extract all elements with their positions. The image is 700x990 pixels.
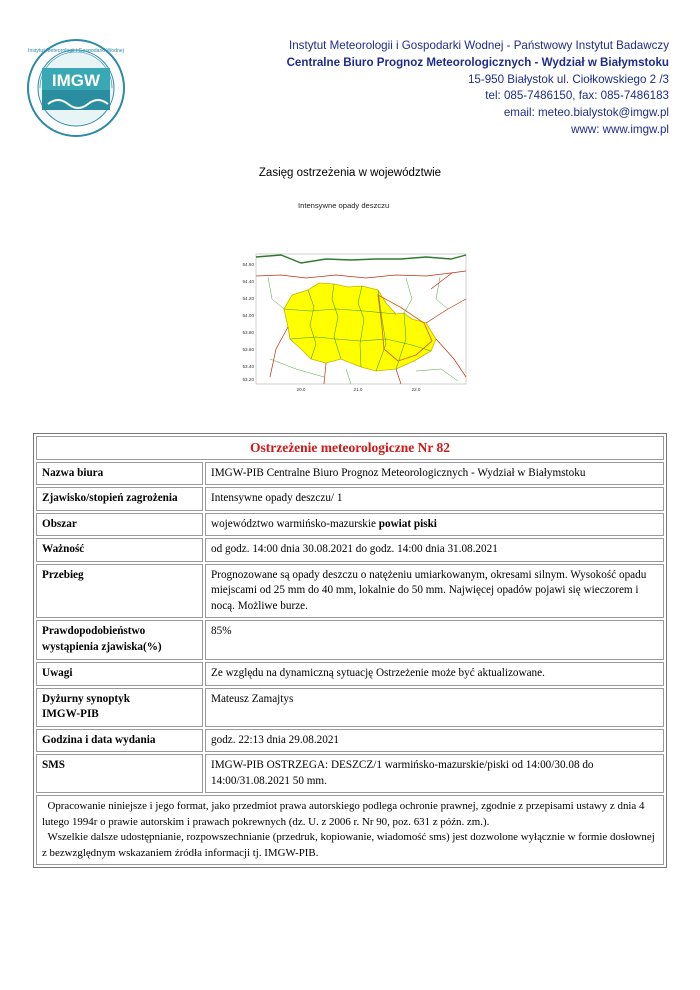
table-row [36,688,664,727]
y-tick-label: 53.60 [242,347,254,352]
probability-value: 85% [205,620,664,660]
y-tick-label: 53.40 [242,364,254,369]
table-row [36,729,664,753]
table-row [36,487,664,511]
institute-header [229,38,669,139]
course-label: Przebieg [36,564,203,619]
area-label: Obszar [36,513,203,537]
probability-label-line1: Prawdopodobieństwo [42,625,146,637]
department-name: Centralne Biuro Prognoz Meteorologicznych - Wydział w Białymstoku [286,55,669,69]
table-row [36,538,664,562]
office-label: Nazwa biura [36,462,203,486]
imgw-logo [26,38,126,138]
forecaster-label [36,688,203,727]
table-row [36,462,664,486]
issued-label: Godzina i data wydania [36,729,203,753]
logo-ring-text: Instytut Meteorologii i Gospodarki Wodnej [28,48,124,54]
validity-label: Ważność [36,538,203,562]
validity-value: od godz. 14:00 dnia 30.08.2021 do godz. 14:00 dnia 31.08.2021 [205,538,664,562]
remarks-value: Ze względu na dynamiczną sytuację Ostrzeżenie może być aktualizowane. [205,662,664,686]
website[interactable]: www: www.imgw.pl [571,122,669,136]
y-tick-label: 53.80 [242,330,254,335]
phenomenon-label: Zjawisko/stopień zagrożenia [36,487,203,511]
area-value [205,513,664,537]
sms-value: IMGW-PIB OSTRZEGA: DESZCZ/1 warmińsko-mazurskie/piski od 14:00/30.08 do 14:00/31.08.2021 50 mm. [205,754,664,793]
warning-title: Ostrzeżenie meteorologiczne Nr 82 [36,436,664,460]
map-caption: Zasięg ostrzeżenia w województwie [258,167,442,179]
sms-label: SMS [36,754,203,793]
email-address[interactable]: email: meteo.bialystok@imgw.pl [503,106,669,120]
logo-text: IMGW [51,71,101,90]
x-axis [297,387,421,392]
warning-table [33,433,667,868]
table-row [36,620,664,660]
copyright-notice [36,795,664,865]
map-subtitle: Intensywne opady deszczu [298,201,390,210]
copyright-paragraph-1: Opracowanie niniejsze i jego format, jako przedmiot prawa autorskiego podlega ochronie prawnej, zgodnie z przepisami ustawy z dnia 4 lutego 1994r o prawie autorskim i prawach pokrewnych (dz. U. z 2006 r. Nr 90, poz. 631 z późn. zm.). [42,800,645,828]
copyright-paragraph-2: Wszelkie dalsze udostępnianie, rozpowszechnianie (przedruk, kopiowanie, wiadomość sms) jest dozwolone wyłącznie w formie dosłownej z bezwzględnym wskazaniem źródła informacji tj. IMGW-PIB. [42,831,655,859]
probability-label [36,620,203,660]
table-row [36,564,664,619]
forecaster-value: Mateusz Zamajtys [205,688,664,727]
institute-name: Instytut Meteorologii i Gospodarki Wodnej - Państwowy Instytut Badawczy [289,39,669,52]
x-tick-label: 22.0 [411,387,421,392]
warning-area-map [226,199,472,407]
y-tick-label: 54.00 [242,313,254,318]
y-axis [243,262,255,382]
forecaster-label-line2: IMGW-PIB [42,708,99,720]
address: 15-950 Białystok ul. Ciołkowskiego 2 /3 [467,72,669,86]
probability-label-line2: wystąpienia zjawiska(%) [42,640,162,653]
area-county: powiat piski [378,517,437,530]
y-tick-label: 54.20 [242,296,254,301]
x-tick-label: 21.0 [353,387,363,392]
office-value: IMGW-PIB Centralne Biuro Prognoz Meteorologicznych - Wydział w Białymstoku [205,462,664,486]
y-tick-label: 53.20 [242,377,254,382]
phone-fax: tel: 085-7486150, fax: 085-7486183 [485,89,669,103]
table-row [36,662,664,686]
y-tick-label: 54.60 [242,262,254,267]
area-region: województwo warmińsko-mazurskie [211,517,376,530]
issued-value: godz. 22:13 dnia 29.08.2021 [205,729,664,753]
course-value: Prognozowane są opady deszczu o natężeniu umiarkowanym, okresami silnym. Wysokość opadu miejscami od 25 mm do 40 mm, lokalnie do 50 mm. Najwięcej opadów pojawi się wieczorem i nocą. Możliwe burze. [205,564,664,619]
table-row [36,754,664,793]
y-tick-label: 54.40 [242,279,254,284]
forecaster-label-line1: Dyżurny synoptyk [42,692,130,705]
remarks-label: Uwagi [36,662,203,686]
phenomenon-value: Intensywne opady deszczu/ 1 [205,487,664,511]
x-tick-label: 20.0 [296,387,306,392]
table-row [36,513,664,537]
